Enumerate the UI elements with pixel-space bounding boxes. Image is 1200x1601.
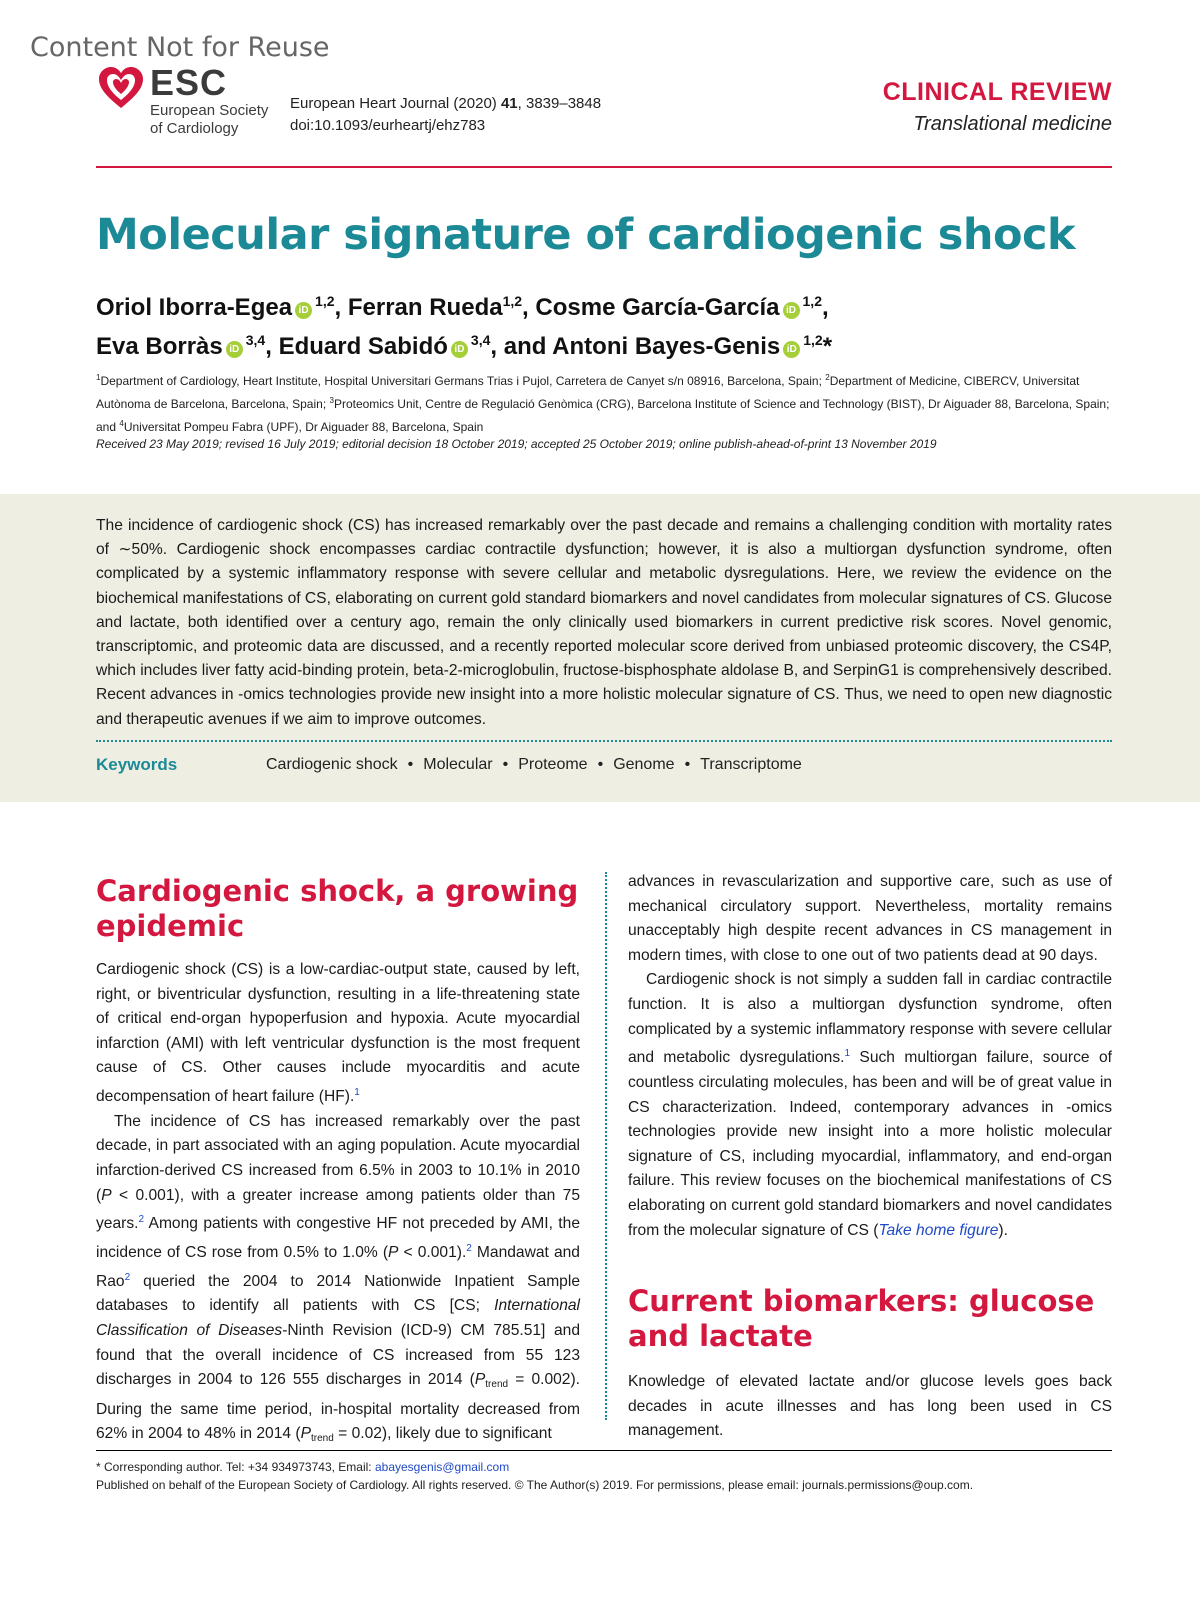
orcid-icon[interactable]: iD — [783, 302, 800, 319]
esc-heart-icon — [96, 64, 146, 112]
article-section-label — [883, 78, 1112, 136]
paragraph: The incidence of CS has increased remarkably over the past decade, in part associated with an aging population. Acute myocardial infarction-derived CS increased from 6.5% in 2003 to 10.1% in 2010 (P < 0.001), with a greater increase among patients older than 75 years.$^2$ Among patients with congestive HF not preceded by AMI, the incidence of CS rose from 0.5% to 1.0% (P < 0.001).$^2$ Mandawat and Rao$^2$ queried the 2004 to 2014 Nationwide Inpatient Sample databases to identify all patients with CS [CS; International Classification of Diseases-Ninth Revision (ICD-9) CM 785.51] and found that the overall incidence of CS increased from 55 123 discharges in 2004 to 126 555 discharges in 2014 $(P_{trend} = 0.002)$. During the same time period, in-hospital mortality decreased from 62% in 2004 to 48% in 2014 $(P_{trend} = 0.02)$, likely due to significant — [96, 1112, 580, 1445]
column-divider — [605, 872, 607, 1420]
journal-citation — [290, 93, 601, 137]
watermark: Content Not for Reuse — [30, 32, 330, 63]
reference-link[interactable]: 2 — [124, 1271, 131, 1283]
biomarkers-paragraph: Knowledge of elevated lactate and/or glucose levels goes back decades in acute illnesses and has long been used in CS management. — [628, 1373, 1112, 1440]
article-type: CLINICAL REVIEW — [882, 78, 1112, 106]
author-1: Oriol Iborra-Egea iD$^{1,2}$, — [96, 293, 348, 321]
esc-logo — [96, 64, 268, 138]
author-3: Cosme García-García iD$^{1,2}$, — [535, 293, 829, 321]
orcid-icon[interactable]: iD — [226, 341, 243, 358]
author-6: Antoni Bayes-Genis iD$^{1,2}$* — [552, 332, 833, 360]
keyword: Cardiogenic shock — [266, 756, 398, 773]
keywords-list: Cardiogenic shock • Molecular • Proteome • Genome • Transcriptome — [266, 756, 802, 773]
article-dates: Received 23 May 2019; revised 16 July 2019; editorial decision 18 October 2019; accepted 25 October 2019; online publish-ahead-of-print 13 November 2019 — [96, 437, 937, 451]
author-4: Eva Borràs iD$^{3,4}$, — [96, 332, 279, 360]
paragraph: Cardiogenic shock (CS) is a low-cardiac-output state, caused by left, right, or biventricular dysfunction, resulting in a life-threatening state of critical end-organ hypoperfusion and hypoxia. Acute myocardial infarction (AMI) with left ventricular dysfunction is the most frequent cause of CS. Other causes include myocarditis and acute decompensation of heart failure (HF).$^1$ — [96, 961, 580, 1106]
section-heading-epidemic: Cardiogenic shock, a growing epidemic — [96, 874, 579, 943]
header-divider — [96, 166, 1112, 168]
reference-link[interactable]: 1 — [354, 1086, 360, 1098]
reference-link[interactable]: 2 — [466, 1242, 472, 1254]
paragraph: Cardiogenic shock is not simply a sudden fall in cardiac contractile function. It is also a multiorgan dysfunction syndrome, often complicated by a systemic inflammatory response with severe cellular and metabolic dysregulations.$^1$ Such multiorgan failure, source of countless circulating molecules, has been and will be of great value in CS characterization. Indeed, contemporary advances in -omics technologies provide new insight into a more holistic molecular signature of CS, including myocardial, inflammatory, and end-organ failure. This review focuses on the biochemical manifestations of CS elaborating on current gold standard biomarkers and novel candidates from the molecular signature of CS (Take home figure). — [628, 971, 1112, 1239]
keywords-label: Keywords — [96, 755, 178, 774]
reference-link[interactable]: 1 — [844, 1048, 851, 1060]
author-2: Ferran Rueda$^{1,2}$, — [347, 293, 536, 321]
author-5: Eduard Sabidó iD$^{3,4}$, and — [278, 332, 553, 360]
journal-pages: , 3839–3848 — [517, 95, 602, 112]
right-column-body — [628, 870, 1112, 1243]
author-email-link[interactable]: abayesgenis@gmail.com — [374, 1460, 510, 1474]
orcid-icon[interactable]: iD — [451, 341, 468, 358]
keyword: Proteome — [518, 756, 588, 773]
keyword: Genome — [613, 756, 675, 773]
reference-link[interactable]: 2 — [138, 1214, 145, 1226]
logo-society-line2: of Cardiology — [150, 120, 239, 137]
abstract-divider — [96, 740, 1112, 742]
keyword: Molecular — [423, 756, 493, 773]
orcid-icon[interactable]: iD — [783, 341, 800, 358]
footnote: * Corresponding author. Tel: +34 934973743, Email: abayesgenis@gmail.com Published on behalf of the European Society of Cardiology. All rights reserved. © The Author(s) 2019. For permissions, please email: journals.permissions@oup.com. — [96, 1460, 974, 1492]
copyright-notice: Published on behalf of the European Society of Cardiology. All rights reserved. © The Author(s) 2019. For permissions, please email: journals.permissions@oup.com. — [96, 1478, 974, 1492]
section-heading-biomarkers: Current biomarkers: glucose and lactate — [628, 1284, 1095, 1353]
journal-volume: 41 — [500, 95, 518, 112]
paragraph: advances in revascularization and supportive care, such as use of mechanical circulatory support. Nevertheless, mortality remains unacceptably high despite recent advances in CS management in modern times, with close to one out of two patients dead at 90 days. — [628, 873, 1112, 964]
author-list — [96, 285, 832, 363]
footnote-divider — [96, 1450, 1112, 1451]
abstract-text: The incidence of cardiogenic shock (CS) has increased remarkably over the past decade and remains a challenging condition with mortality rates of ∼50%. Cardiogenic shock encompasses cardiac contractile dysfunction; however, it is also a multiorgan dysfunction syndrome, often complicated by a systemic inflammatory response with severe cellular and metabolic dysregulations. Here, we review the evidence on the biochemical manifestations of CS, elaborating on current gold standard biomarkers and novel candidates from molecular signatures of CS. Glucose and lactate, both identified over a century ago, remain the only clinically used biomarkers in current predictive risk scores. Novel genomic, transcriptomic, and proteomic data are discussed, and a recently reported molecular score derived from unbiased proteomic discovery, the CS4P, which includes liver fatty acid-binding protein, beta-2-microglobulin, fructose-bisphosphate aldolase B, and SerpinG1 is comprehensively described. Recent advances in -omics technologies provide new insight into a more holistic molecular signature of CS. Thus, we need to open new diagnostic and therapeutic avenues if we aim to improve outcomes. — [96, 517, 1112, 728]
journal-name-year: European Heart Journal (2020) — [290, 95, 497, 112]
take-home-figure-link[interactable]: Take home figure — [878, 1221, 999, 1239]
logo-esc-text: ESC — [150, 62, 228, 103]
affiliations: $^1$Department of Cardiology, Heart Institute, Hospital Universitari Germans Trias i Pujol, Carretera de Canyet s/n 08916, Barcelona, Spain; $^2$Department of Medicine, CIBERCV, Universitat Autònoma de Barcelona, Barcelona, Spain; $^3$Proteomics Unit, Centre de Regulació Genòmica (CRG), Barcelona Institute of Science and Technology (BIST), Dr Aiguader 88, Barcelona, Spain; and $^4$Universitat Pompeu Fabra (UPF), Dr Aiguader 88, Barcelona, Spain — [96, 373, 1110, 434]
article-title: Molecular signature of cardiogenic shock — [96, 210, 1076, 260]
article-subtype: Translational medicine — [913, 113, 1112, 135]
left-column-body — [96, 958, 580, 1452]
logo-society-line1: European Society — [150, 102, 269, 119]
journal-doi: doi:10.1093/eurheartj/ehz783 — [290, 117, 486, 134]
orcid-icon[interactable]: iD — [295, 302, 312, 319]
keyword: Transcriptome — [700, 756, 802, 773]
